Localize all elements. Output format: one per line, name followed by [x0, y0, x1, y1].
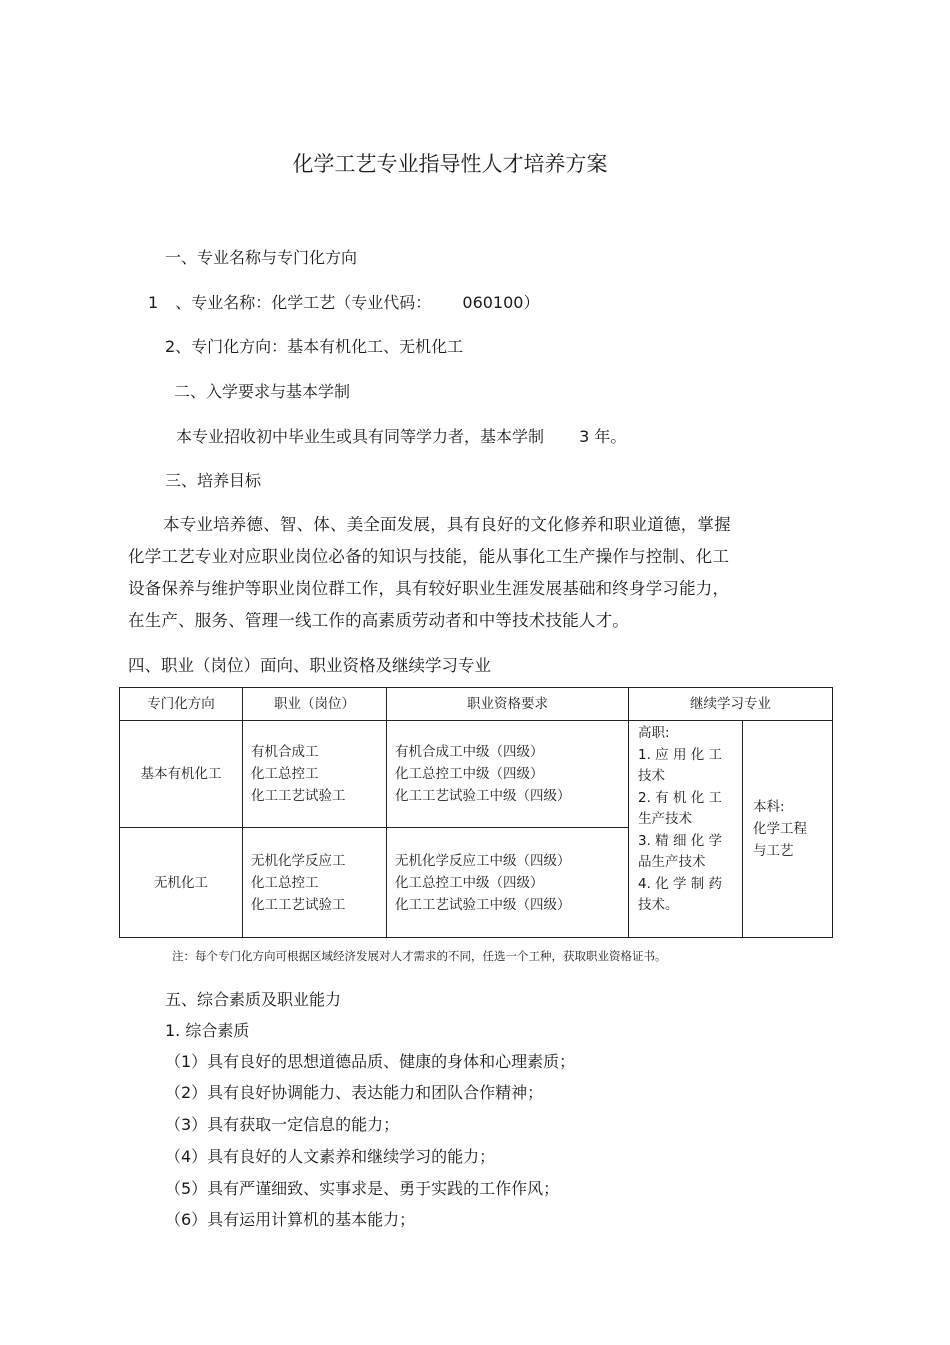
- quality-item: （6）具有运用计算机的基本能力；: [165, 1210, 416, 1229]
- section-3-heading: 三、培养目标: [165, 471, 262, 490]
- job-item: 化工总控工: [251, 766, 319, 782]
- higher-vocational-line: 2. 有 机 化 工: [638, 789, 723, 806]
- qualification-item: 化工工艺试验工中级（四级）: [395, 788, 571, 804]
- higher-vocational-line: 1. 应 用 化 工: [638, 746, 723, 763]
- higher-vocational-line: 技术。: [638, 897, 679, 913]
- section-1-item-1: [148, 290, 539, 313]
- table-header-row: [120, 688, 833, 721]
- quality-item: （3）具有获取一定信息的能力；: [165, 1115, 400, 1134]
- admission-text: 本专业招收初中毕业生或具有同等学力者，基本学制: [176, 427, 545, 446]
- major-name-text: 、专业名称：化学工艺（专业代码：: [175, 293, 432, 312]
- job-item: 化工工艺试验工: [251, 788, 346, 804]
- section-5-heading: 五、综合素质及职业能力: [165, 990, 342, 1009]
- qualifications-cell: [387, 721, 629, 828]
- higher-vocational-cell: [629, 721, 743, 938]
- qualification-item: 化工总控工中级（四级）: [395, 874, 544, 891]
- direction-cell: 无机化工: [120, 828, 243, 938]
- higher-vocational-line: 生产技术: [638, 811, 692, 827]
- objective-line: 本专业培养德、智、体、美全面发展，具有良好的文化修养和职业道德，掌握: [163, 515, 731, 534]
- section-5-subheading: 1. 综合素质: [165, 1021, 250, 1040]
- job-item: 有机合成工: [251, 744, 319, 760]
- objective-line: 化学工艺专业对应职业岗位必备的知识与技能，能从事化工生产操作与控制、化工: [128, 547, 730, 566]
- undergraduate-cell: [743, 721, 833, 938]
- header-further-study: 继续学习专业: [629, 688, 833, 721]
- higher-vocational-line: 高职:: [638, 725, 670, 741]
- job-item: 化工总控工: [251, 874, 319, 891]
- header-qualification: 职业资格要求: [387, 688, 629, 721]
- direction-cell: 基本有机化工: [120, 721, 243, 828]
- undergraduate-line: 与工艺: [753, 843, 794, 859]
- section-1-heading: 一、专业名称与专门化方向: [165, 248, 358, 267]
- major-code: 060100）: [462, 293, 540, 312]
- qualification-item: 化工工艺试验工中级（四级）: [395, 896, 571, 913]
- higher-vocational-line: 品生产技术: [638, 854, 706, 870]
- job-item: 无机化学反应工: [251, 852, 346, 869]
- job-item: 化工工艺试验工: [251, 896, 346, 913]
- item-number: 1: [148, 293, 159, 312]
- higher-vocational-line: 4. 化 学 制 药: [638, 875, 723, 892]
- qualification-item: 有机合成工中级（四级）: [395, 744, 544, 760]
- undergraduate-line: 本科:: [753, 799, 785, 815]
- section-4-heading: 四、职业（岗位）面向、职业资格及继续学习专业: [128, 656, 491, 675]
- career-table: [119, 687, 833, 938]
- qualification-item: 无机化学反应工中级（四级）: [395, 852, 571, 869]
- section-1-item-2: 2、专门化方向：基本有机化工、无机化工: [165, 337, 464, 356]
- jobs-cell: [243, 828, 387, 938]
- section-2-text: [176, 424, 626, 447]
- quality-item: （2）具有良好协调能力、表达能力和团队合作精神；: [165, 1083, 544, 1102]
- higher-vocational-line: 技术: [638, 768, 665, 784]
- header-direction: 专门化方向: [120, 688, 243, 721]
- quality-item: （1）具有良好的思想道德品质、健康的身体和心理素质；: [165, 1052, 576, 1071]
- objective-line: 在生产、服务、管理一线工作的高素质劳动者和中等技术技能人才。: [128, 611, 629, 630]
- quality-item: （5）具有严谨细致、实事求是、勇于实践的工作作风；: [165, 1179, 560, 1198]
- qualifications-cell: [387, 828, 629, 938]
- quality-item: （4）具有良好的人文素养和继续学习的能力；: [165, 1147, 496, 1166]
- objective-line: 设备保养与维护等职业岗位群工作，具有较好职业生涯发展基础和终身学习能力，: [128, 579, 730, 598]
- higher-vocational-line: 3. 精 细 化 学: [638, 832, 723, 849]
- duration-years: 3 年。: [579, 427, 627, 446]
- table-note: 注：每个专门化方向可根据区域经济发展对人才需求的不同，任选一个工种，获取职业资格证书。: [172, 949, 667, 963]
- table-row: [120, 721, 833, 828]
- undergraduate-line: 化学工程: [753, 821, 807, 837]
- section-2-heading: 二、入学要求与基本学制: [174, 382, 351, 401]
- page-title: 化学工艺专业指导性人才培养方案: [292, 152, 608, 176]
- jobs-cell: [243, 721, 387, 828]
- qualification-item: 化工总控工中级（四级）: [395, 766, 544, 782]
- header-job: 职业（岗位）: [243, 688, 387, 721]
